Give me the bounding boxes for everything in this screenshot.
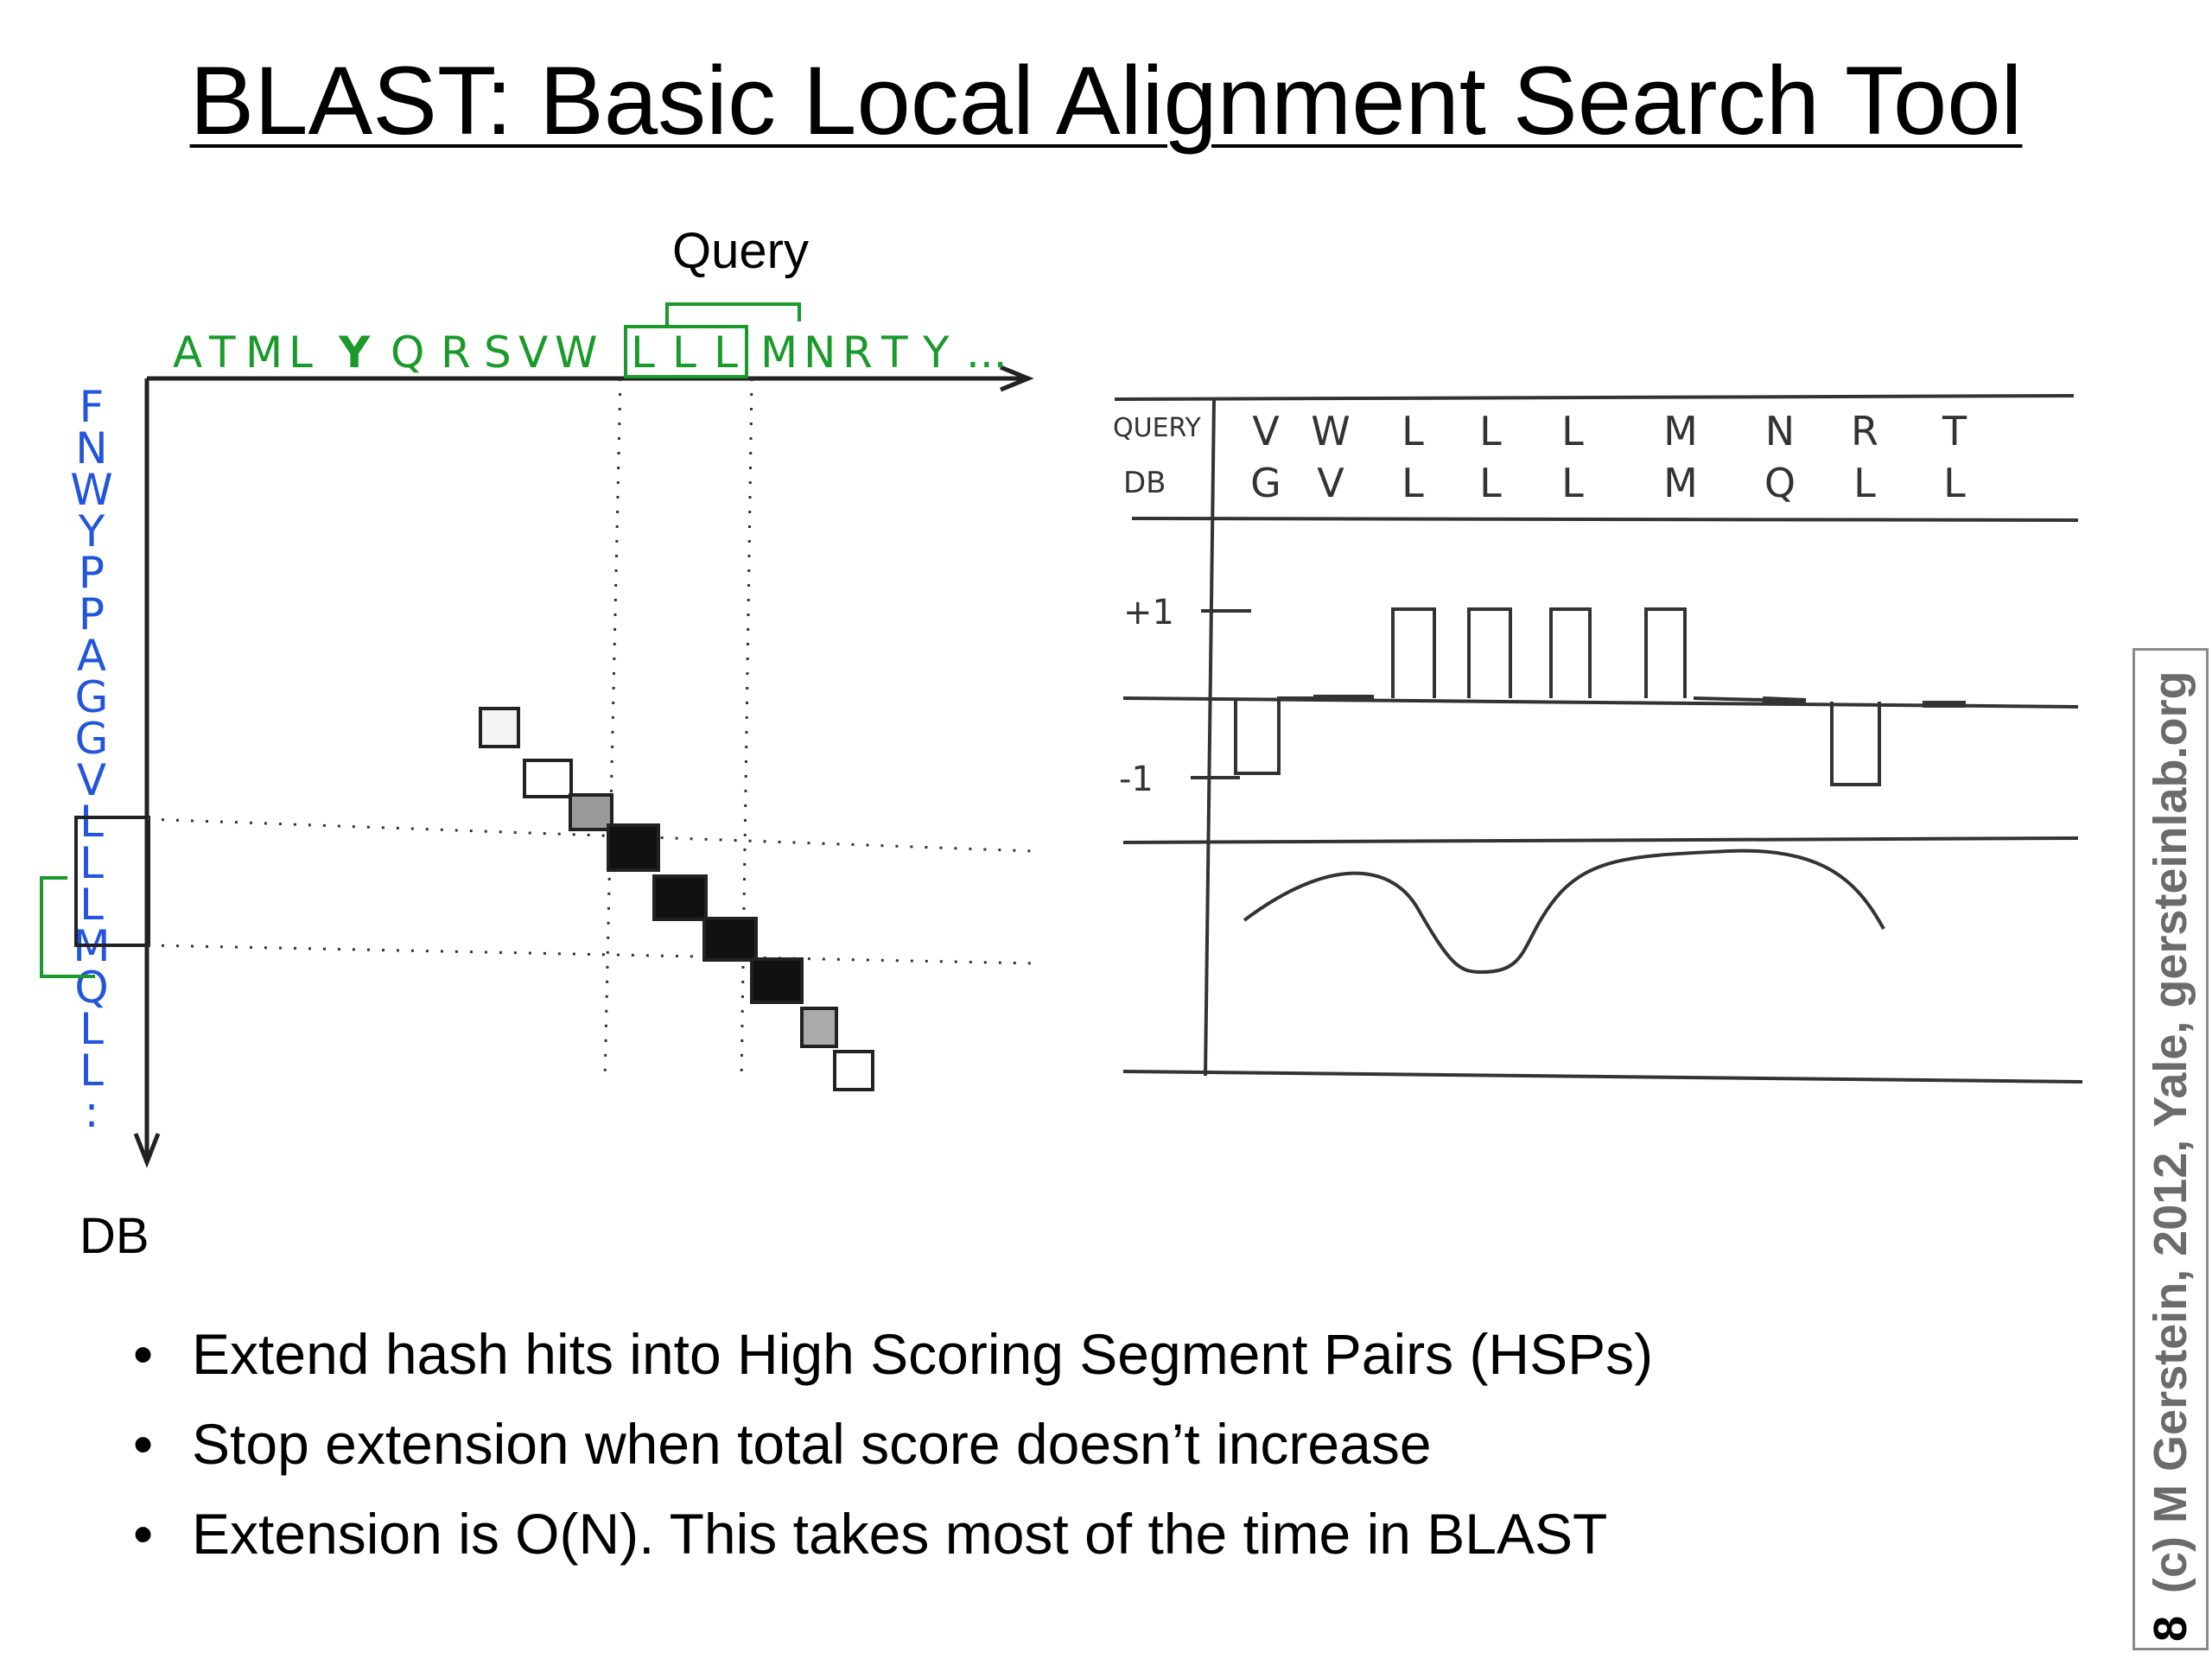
bullet-text: Extend hash hits into High Scoring Segment Pairs (HSPs) — [192, 1322, 1654, 1386]
cumulative-score-curve — [1244, 851, 1884, 972]
bullet-list — [130, 1309, 1653, 1579]
query-residue: L — [289, 327, 313, 378]
db-residue: L — [79, 880, 104, 930]
db-residue: : — [84, 1087, 99, 1137]
alignment-db-residue: M — [1663, 460, 1698, 506]
alignment-rows — [1113, 408, 1967, 506]
copyright-sidebar — [2133, 648, 2209, 1650]
query-axis-label: Query — [672, 223, 809, 279]
query-residue: V — [518, 327, 549, 378]
copyright-footer: (c) M Gerstein, 2012, Yale, gersteinlab.org — [2145, 671, 2196, 1593]
hit-square-light — [480, 709, 518, 747]
query-residue: T — [881, 327, 908, 378]
bullet-item — [130, 1489, 1653, 1579]
query-residue: N — [804, 327, 836, 378]
alignment-query-residue: R — [1851, 408, 1878, 454]
alignment-db-residue: G — [1250, 460, 1281, 506]
db-residue: G — [74, 672, 109, 722]
query-row-label: QUERY — [1113, 413, 1201, 443]
guide-lines — [147, 378, 1037, 1082]
hit-square-gray — [570, 795, 612, 830]
alignment-db-residue: L — [1479, 460, 1502, 506]
db-residue: A — [76, 631, 107, 681]
bullet-item — [130, 1309, 1653, 1399]
alignment-query-residue: N — [1764, 408, 1796, 454]
dotplot — [136, 367, 1028, 1162]
query-residue: T — [209, 327, 236, 378]
score-trace — [1236, 609, 1966, 785]
db-sequence — [70, 382, 112, 1137]
db-residue: Q — [74, 963, 109, 1013]
bullet-dot: • — [133, 1502, 154, 1566]
score-plus-label: +1 — [1123, 593, 1174, 632]
query-residue: Y — [923, 327, 950, 378]
db-residue: P — [78, 589, 105, 639]
db-residue: N — [75, 423, 108, 474]
alignment-db-residue: L — [1561, 460, 1584, 506]
query-residue: L — [714, 327, 738, 378]
alignment-query-residue: L — [1479, 408, 1502, 454]
db-residue: L — [79, 1046, 104, 1096]
score-minus-label: -1 — [1119, 760, 1154, 799]
query-residue: L — [672, 327, 696, 378]
alignment-db-residue: L — [1402, 460, 1424, 506]
db-residue: V — [76, 755, 107, 805]
query-residue: A — [173, 327, 203, 378]
query-residue: S — [484, 327, 512, 378]
bullet-text: Extension is O(N). This takes most of the time in BLAST — [192, 1502, 1608, 1566]
query-residue: M — [245, 327, 283, 378]
db-residue: Y — [78, 506, 105, 556]
bullet-item — [130, 1399, 1653, 1489]
query-residue: M — [760, 327, 798, 378]
hit-square-empty — [835, 1052, 873, 1090]
query-residue: W — [555, 327, 598, 378]
alignment-query-residue: T — [1942, 408, 1967, 454]
hit-square-empty — [524, 760, 571, 797]
db-residue: L — [79, 1004, 104, 1054]
query-residue: ... — [966, 327, 1007, 378]
alignment-query-residue: M — [1663, 408, 1698, 454]
alignment-db-residue: V — [1317, 460, 1344, 506]
alignment-db-residue: L — [1943, 460, 1966, 506]
alignment-db-residue: Q — [1764, 460, 1796, 506]
zero-mark — [1763, 700, 1806, 702]
db-residue: F — [79, 382, 105, 432]
db-axis-label: DB — [79, 1208, 149, 1264]
db-residue: M — [73, 921, 111, 971]
alignment-query-residue: L — [1402, 408, 1424, 454]
bullet-dot: • — [133, 1322, 154, 1386]
page-number: 8 — [2145, 1615, 2196, 1642]
bullet-dot: • — [133, 1412, 154, 1476]
hit-square-black — [608, 825, 658, 870]
query-residue: Q — [391, 327, 425, 378]
alignment-query-residue: V — [1252, 408, 1280, 454]
score-ticks — [1191, 611, 1251, 778]
hit-square-gray — [802, 1008, 836, 1046]
query-residue: R — [842, 327, 873, 378]
alignment-db-residue: L — [1853, 460, 1876, 506]
hit-square-black — [704, 918, 756, 960]
db-residue: W — [70, 465, 113, 515]
alignment-query-residue: L — [1561, 408, 1584, 454]
db-residue: G — [74, 714, 109, 764]
db-row-label: DB — [1123, 466, 1166, 500]
bullet-text: Stop extension when total score doesn’t increase — [192, 1412, 1432, 1476]
db-residue: P — [78, 548, 105, 598]
hit-square-black — [752, 959, 802, 1002]
query-residue: R — [441, 327, 471, 378]
diagonal-hits — [480, 709, 873, 1090]
query-residue: L — [631, 327, 655, 378]
hit-square-black — [654, 876, 706, 919]
query-residue: Y — [339, 327, 371, 378]
db-residue: L — [79, 838, 104, 888]
slide-title: BLAST: Basic Local Alignment Search Tool — [189, 47, 2023, 155]
query-sequence — [173, 327, 1007, 378]
alignment-query-residue: W — [1311, 408, 1351, 454]
db-residue: L — [79, 797, 104, 847]
